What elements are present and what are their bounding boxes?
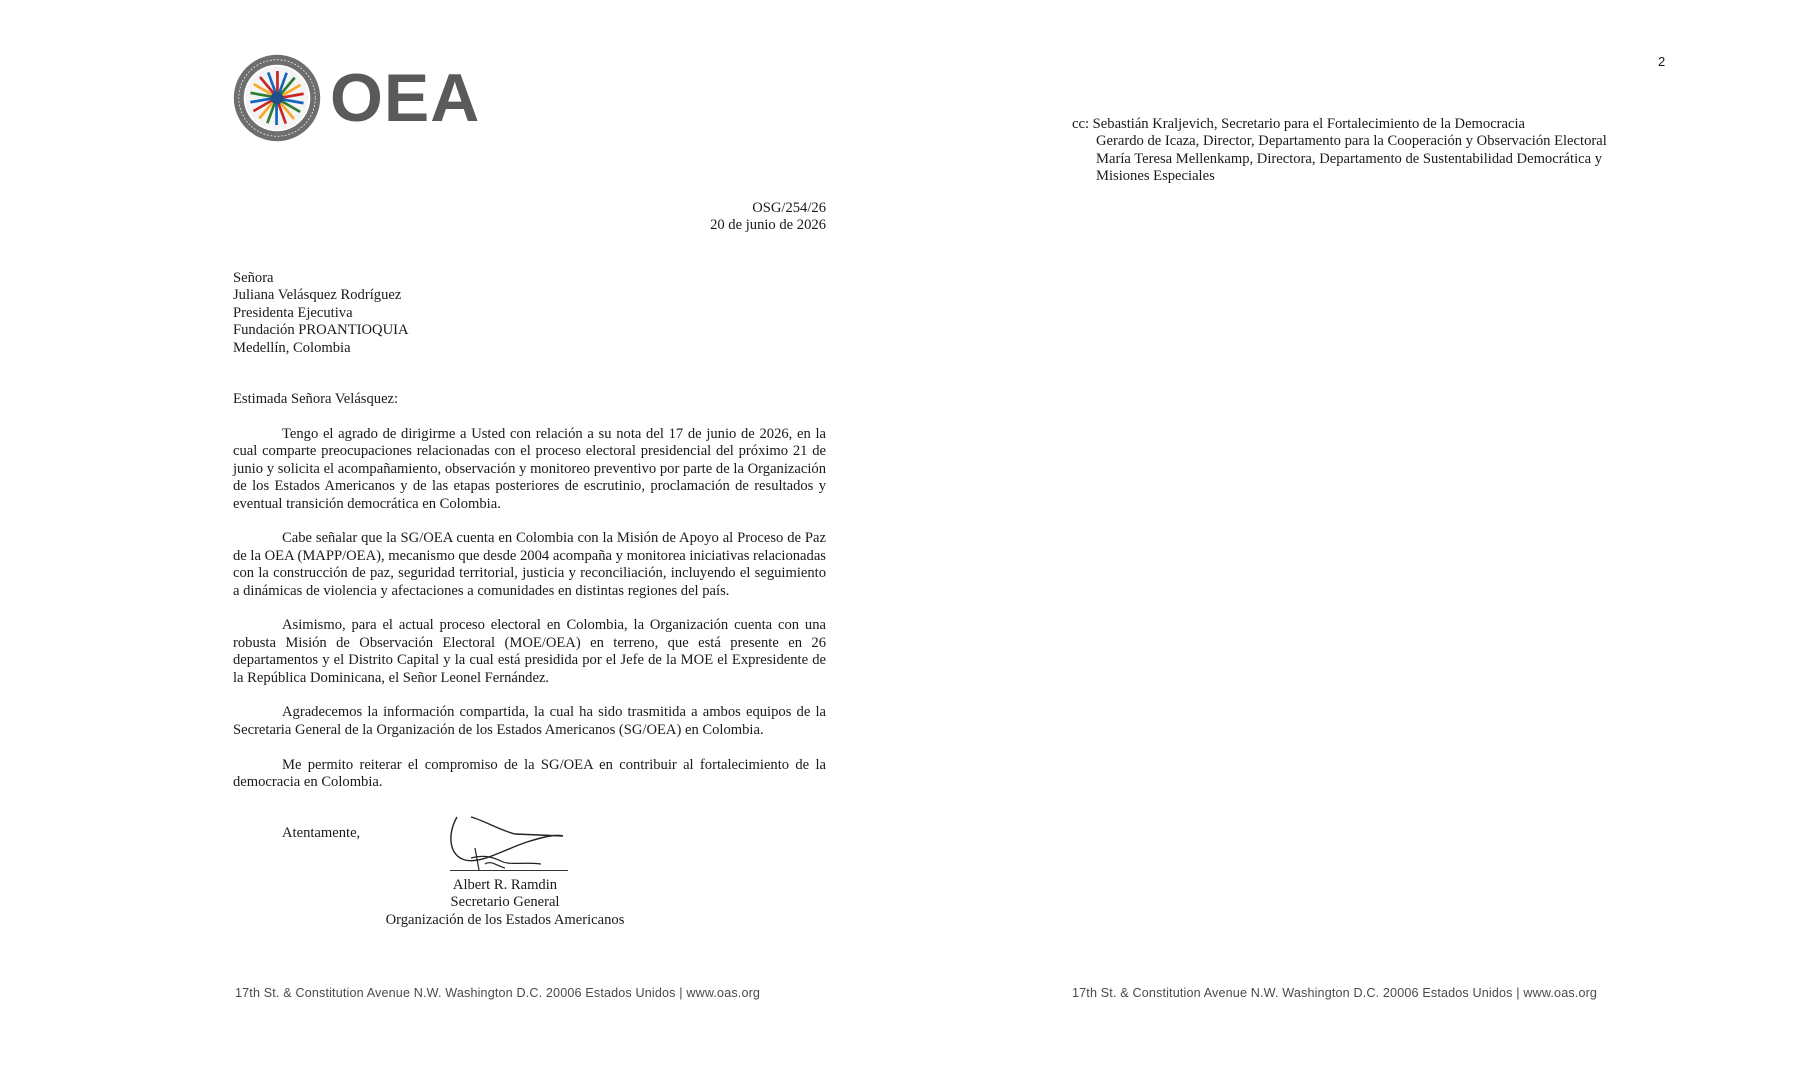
- oea-logo: [232, 52, 480, 144]
- closing: Atentamente,: [282, 825, 361, 841]
- recipient-line: Señora: [233, 270, 274, 286]
- signatory-block: [340, 877, 670, 929]
- cc-list: [1072, 116, 1672, 186]
- recipient-line: Juliana Velásquez Rodríguez: [233, 287, 402, 304]
- salutation: Estimada Señora Velásquez:: [233, 391, 399, 407]
- letter-date: 20 de junio de 2026: [710, 217, 826, 234]
- body-paragraph: Tengo el agrado de dirigirme a Usted con relación a su nota del 17 de junio de 2026, en la cual comparte preocupaciones relacionadas con el proceso electoral presidencial del próximo 21 de junio y solicita el acompañamiento, observación y monitoreo preventivo por parte de la Organización de los Estados Americanos y de las etapas posteriores de escrutinio, proclamación de resultados y eventual transición democrática en Colombia.: [233, 426, 826, 512]
- signatory-name: Albert R. Ramdin: [452, 877, 558, 893]
- body-paragraph: Me permito reiterar el compromiso de la SG/OEA en contribuir al fortalecimiento de la democracia en Colombia.: [233, 756, 826, 791]
- recipient-line: Presidenta Ejecutiva: [233, 304, 353, 321]
- body-paragraph: Cabe señalar que la SG/OEA cuenta en Colombia con la Misión de Apoyo al Proceso de Paz de la OEA (MAPP/OEA), mecanismo que desde 2004 acompaña y monitorea iniciativas relacionadas con la construcción de paz, seguridad territorial, justicia y reconciliación, incluyendo el seguimiento a dinámicas de violencia y afectaciones a comunidades en distintas regiones del país.: [233, 530, 826, 599]
- recipient-address: [233, 270, 733, 357]
- logo-text: OEA: [330, 60, 481, 136]
- recipient-line: Fundación PROANTIOQUIA: [233, 322, 409, 339]
- cc-entry: Gerardo de Icaza, Director, Departamento para la Cooperación y Observación Electoral: [1096, 133, 1607, 150]
- body-paragraph: Asimismo, para el actual proceso electoral en Colombia, la Organización cuenta con una robusta Misión de Observación Electoral (MOE/OEA) en terreno, que está presente en 26 departamentos y el Distrito Capital y la cual está presidida por el Jefe de la MOE el Expresidente de la República Dominicana, el Señor Leonel Fernández.: [233, 617, 826, 686]
- letter-body: [233, 426, 826, 809]
- handwritten-signature: [445, 812, 570, 878]
- signatory-title: Secretario General: [450, 894, 560, 911]
- signatory-organization: Organización de los Estados Americanos: [385, 911, 625, 928]
- cc-label: cc:: [1072, 116, 1090, 132]
- letter-page-2: [900, 0, 1800, 1080]
- reference-block: [600, 200, 826, 235]
- page-footer: 17th St. & Constitution Avenue N.W. Washington D.C. 20006 Estados Unidos | www.oas.org: [235, 986, 761, 1000]
- body-paragraph: Agradecemos la información compartida, la cual ha sido trasmitida a ambos equipos de la Secretaria General de la Organización de los Estados Americanos (SG/OEA) en Colombia.: [233, 704, 826, 738]
- recipient-line: Medellín, Colombia: [233, 339, 351, 356]
- cc-entry: Sebastián Kraljevich, Secretario para el Fortalecimiento de la Democracia: [1092, 116, 1526, 132]
- page-number: 2: [1658, 54, 1666, 69]
- signature-line: [450, 870, 568, 871]
- cc-entry: Misiones Especiales: [1096, 168, 1215, 185]
- page-footer: 17th St. & Constitution Avenue N.W. Washington D.C. 20006 Estados Unidos | www.oas.org: [1072, 986, 1598, 1000]
- oea-seal-icon: [232, 53, 322, 143]
- cc-entry: María Teresa Mellenkamp, Directora, Departamento de Sustentabilidad Democrática y: [1096, 150, 1603, 167]
- reference-number: OSG/254/26: [752, 200, 826, 216]
